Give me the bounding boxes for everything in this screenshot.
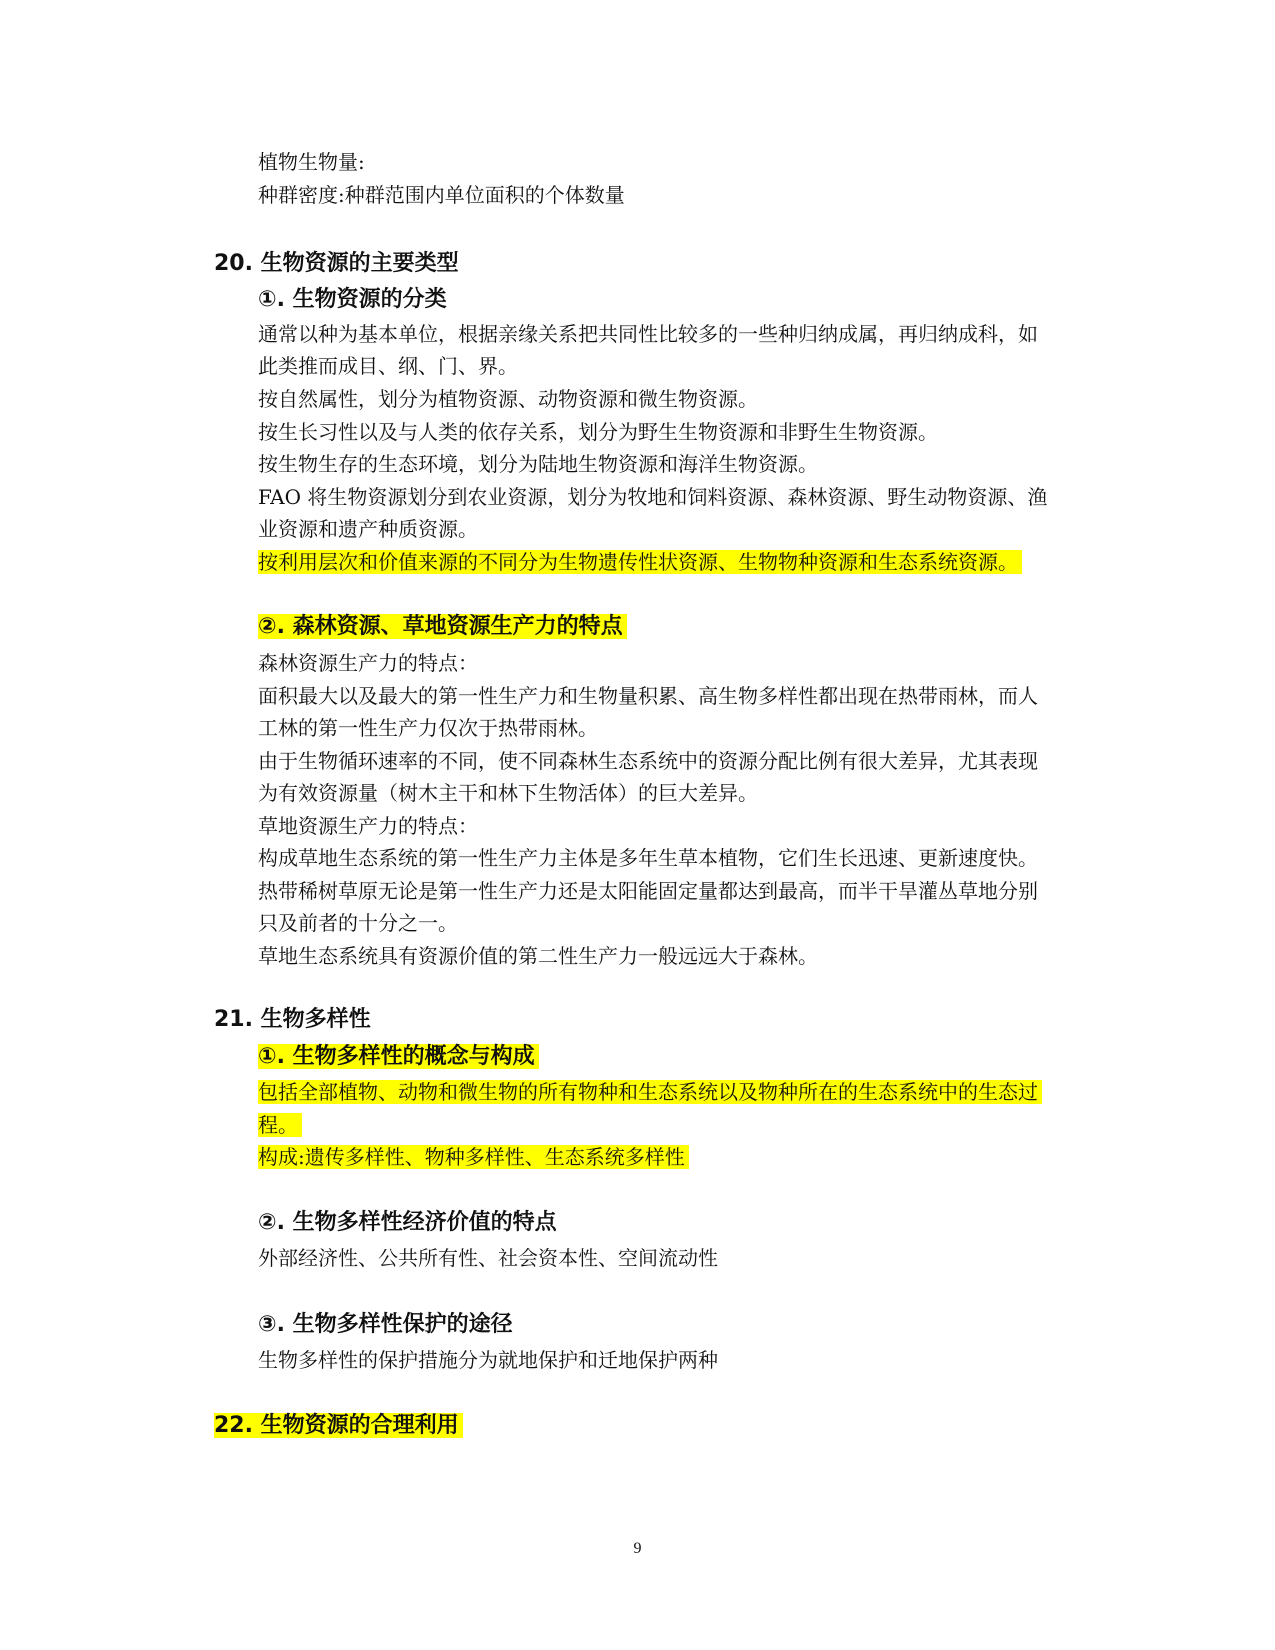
paragraph-line: 草地资源生产力的特点： [258, 814, 478, 838]
paragraph-line: 由于生物循环速率的不同，使不同森林生态系统中的资源分配比例有很大差异，尤其表现 [258, 749, 1038, 773]
highlight-mark: 程。 [258, 1113, 302, 1137]
paragraph-line: 业资源和遗产种质资源。 [258, 517, 478, 541]
section-22-heading [214, 1411, 463, 1441]
highlighted-line [258, 548, 1022, 576]
highlight-mark: ①. 生物多样性的概念与构成 [258, 1044, 539, 1069]
section-20-2-heading [258, 612, 627, 642]
paragraph-line: 构成草地生态系统的第一性生产力主体是多年生草本植物，它们生长迅速、更新速度快。 [258, 846, 1038, 870]
paragraph-line: 森林资源生产力的特点： [258, 651, 478, 675]
section-20-heading: 20. 生物资源的主要类型 [214, 251, 459, 276]
highlight-mark: 包括全部植物、动物和微生物的所有物种和生态系统以及物种所在的生态系统中的生态过 [258, 1080, 1042, 1104]
paragraph-line: 生物多样性的保护措施分为就地保护和迁地保护两种 [258, 1348, 718, 1372]
paragraph-line: 此类推而成目、纲、门、界。 [258, 354, 518, 378]
highlighted-line [258, 1111, 302, 1139]
highlighted-line [258, 1078, 1042, 1106]
section-21-2-heading: ②. 生物多样性经济价值的特点 [258, 1210, 557, 1235]
page-number: 9 [633, 1540, 642, 1557]
intro-line-1: 植物生物量: [258, 150, 365, 174]
paragraph-line: 工林的第一性生产力仅次于热带雨林。 [258, 716, 598, 740]
paragraph-line: 通常以种为基本单位，根据亲缘关系把共同性比较多的一些种归纳成属，再归纳成科，如 [258, 322, 1038, 346]
highlighted-line [258, 1143, 689, 1171]
section-21-heading: 21. 生物多样性 [214, 1007, 371, 1032]
section-21-1-heading [258, 1042, 539, 1072]
paragraph-line: 按生长习性以及与人类的依存关系，划分为野生生物资源和非野生生物资源。 [258, 420, 938, 444]
paragraph-line: FAO 将生物资源划分到农业资源，划分为牧地和饲料资源、森林资源、野生动物资源、渔 [258, 485, 1048, 509]
paragraph-line: 为有效资源量（树木主干和林下生物活体）的巨大差异。 [258, 781, 758, 805]
paragraph-line: 草地生态系统具有资源价值的第二性生产力一般远远大于森林。 [258, 944, 818, 968]
paragraph-line: 面积最大以及最大的第一性生产力和生物量积累、高生物多样性都出现在热带雨林，而人 [258, 684, 1038, 708]
highlight-mark: 22. 生物资源的合理利用 [214, 1413, 463, 1438]
highlight-mark: 构成:遗传多样性、物种多样性、生态系统多样性 [258, 1145, 689, 1169]
paragraph-line: 只及前者的十分之一。 [258, 911, 458, 935]
paragraph-line: 热带稀树草原无论是第一性生产力还是太阳能固定量都达到最高，而半干旱灌丛草地分别 [258, 879, 1038, 903]
highlight-mark: ②. 森林资源、草地资源生产力的特点 [258, 614, 627, 639]
paragraph-line: 按自然属性，划分为植物资源、动物资源和微生物资源。 [258, 387, 758, 411]
intro-line-2: 种群密度:种群范围内单位面积的个体数量 [258, 183, 625, 207]
paragraph-line: 外部经济性、公共所有性、社会资本性、空间流动性 [258, 1246, 718, 1270]
highlight-mark: 按利用层次和价值来源的不同分为生物遗传性状资源、生物物种资源和生态系统资源。 [258, 550, 1022, 574]
paragraph-line: 按生物生存的生态环境，划分为陆地生物资源和海洋生物资源。 [258, 452, 818, 476]
section-21-3-heading: ③. 生物多样性保护的途径 [258, 1312, 513, 1337]
section-20-1-heading: ①. 生物资源的分类 [258, 287, 447, 312]
